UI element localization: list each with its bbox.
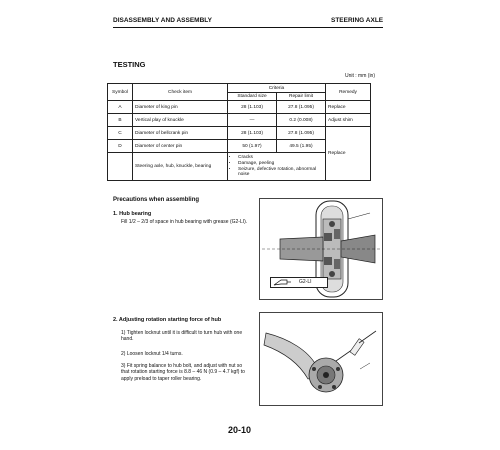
step-text: Loosen locknut 1/4 turns. — [126, 351, 183, 357]
cell-remedy-replace: Replace — [326, 127, 371, 181]
criteria-item: • Damage, peeling — [238, 161, 323, 167]
hub-bearing-illustration — [259, 198, 383, 300]
cell-limit: 49.5 (1.95) — [277, 140, 326, 153]
cell-symbol: C — [108, 127, 133, 140]
cell-symbol: D — [108, 140, 133, 153]
step-number: 1) — [121, 330, 126, 336]
cell-remedy: Replace — [326, 101, 371, 114]
th-criteria: Criteria — [228, 84, 326, 93]
grease-callout — [270, 277, 328, 288]
hub-bearing-text: Fill 1/2 – 2/3 of space in hub bearing with grease (G2-LI). — [121, 219, 248, 225]
cell-standard: — — [228, 114, 277, 127]
step-2 — [121, 351, 249, 357]
th-standard-size: Standard size — [228, 93, 277, 101]
cell-check-item: Vertical play of knuckle — [133, 114, 228, 127]
step-text: Tighten locknut until it is difficult to turn hub with one hand. — [121, 330, 243, 343]
step-number: 3) — [121, 363, 126, 369]
cell-remedy: Adjust shim — [326, 114, 371, 127]
cell-standard: 28 (1.103) — [228, 127, 277, 140]
th-check-item: Check item — [133, 84, 228, 101]
hub-spring-balance-drawing — [260, 313, 382, 405]
cell-limit: 27.8 (1.095) — [277, 127, 326, 140]
hub-bearing-heading: 1. Hub bearing — [113, 211, 152, 217]
step-number: 2) — [121, 351, 126, 357]
cell-limit: 27.8 (1.095) — [277, 101, 326, 114]
th-repair-limit: Repair limit — [277, 93, 326, 101]
header-rule — [113, 27, 383, 28]
header-section-title: DISASSEMBLY AND ASSEMBLY — [113, 17, 212, 24]
grease-label: G2-LI — [299, 279, 312, 285]
cell-criteria-list — [228, 153, 326, 181]
criteria-item: • Seizure, defective rotation, abnormal noise — [238, 167, 323, 178]
cell-standard: 28 (1.103) — [228, 101, 277, 114]
cell-symbol — [108, 153, 133, 181]
cell-check-item: Diameter of center pin — [133, 140, 228, 153]
table-row — [108, 127, 371, 140]
table-row — [108, 114, 371, 127]
th-symbol: Symbol — [108, 84, 133, 101]
page-number: 20-10 — [228, 425, 252, 435]
cell-check-item: Diameter of bellcrank pin — [133, 127, 228, 140]
step-3 — [121, 363, 249, 382]
cell-limit: 0.2 (0.008) — [277, 114, 326, 127]
unit-label: Unit : mm (in) — [345, 73, 375, 79]
rotation-force-heading: 2. Adjusting rotation starting force of hub — [113, 317, 222, 323]
cell-check-item: Steering axle, hub, knuckle, bearing — [133, 153, 228, 181]
th-remedy: Remedy — [326, 84, 371, 101]
criteria-item: • Cracks — [238, 155, 323, 161]
step-1 — [121, 330, 249, 343]
header-chapter-title: STEERING AXLE — [331, 17, 384, 24]
precautions-title: Precautions when assembling — [113, 197, 200, 203]
table-row — [108, 101, 371, 114]
testing-title: TESTING — [113, 60, 146, 69]
grease-gun-icon — [272, 278, 292, 287]
cell-check-item: Diameter of king pin — [133, 101, 228, 114]
spring-balance-illustration — [259, 312, 383, 406]
cell-standard: 50 (1.97) — [228, 140, 277, 153]
step-text: Fit spring balance to hub bolt, and adjust with nut so that rotation starting force is 8.8 – 46 N (0.9 – 4.7 kgf) to apply preload to taper roller bearing. — [121, 363, 245, 382]
cell-symbol: B — [108, 114, 133, 127]
cell-symbol: A — [108, 101, 133, 114]
testing-table — [107, 83, 371, 181]
